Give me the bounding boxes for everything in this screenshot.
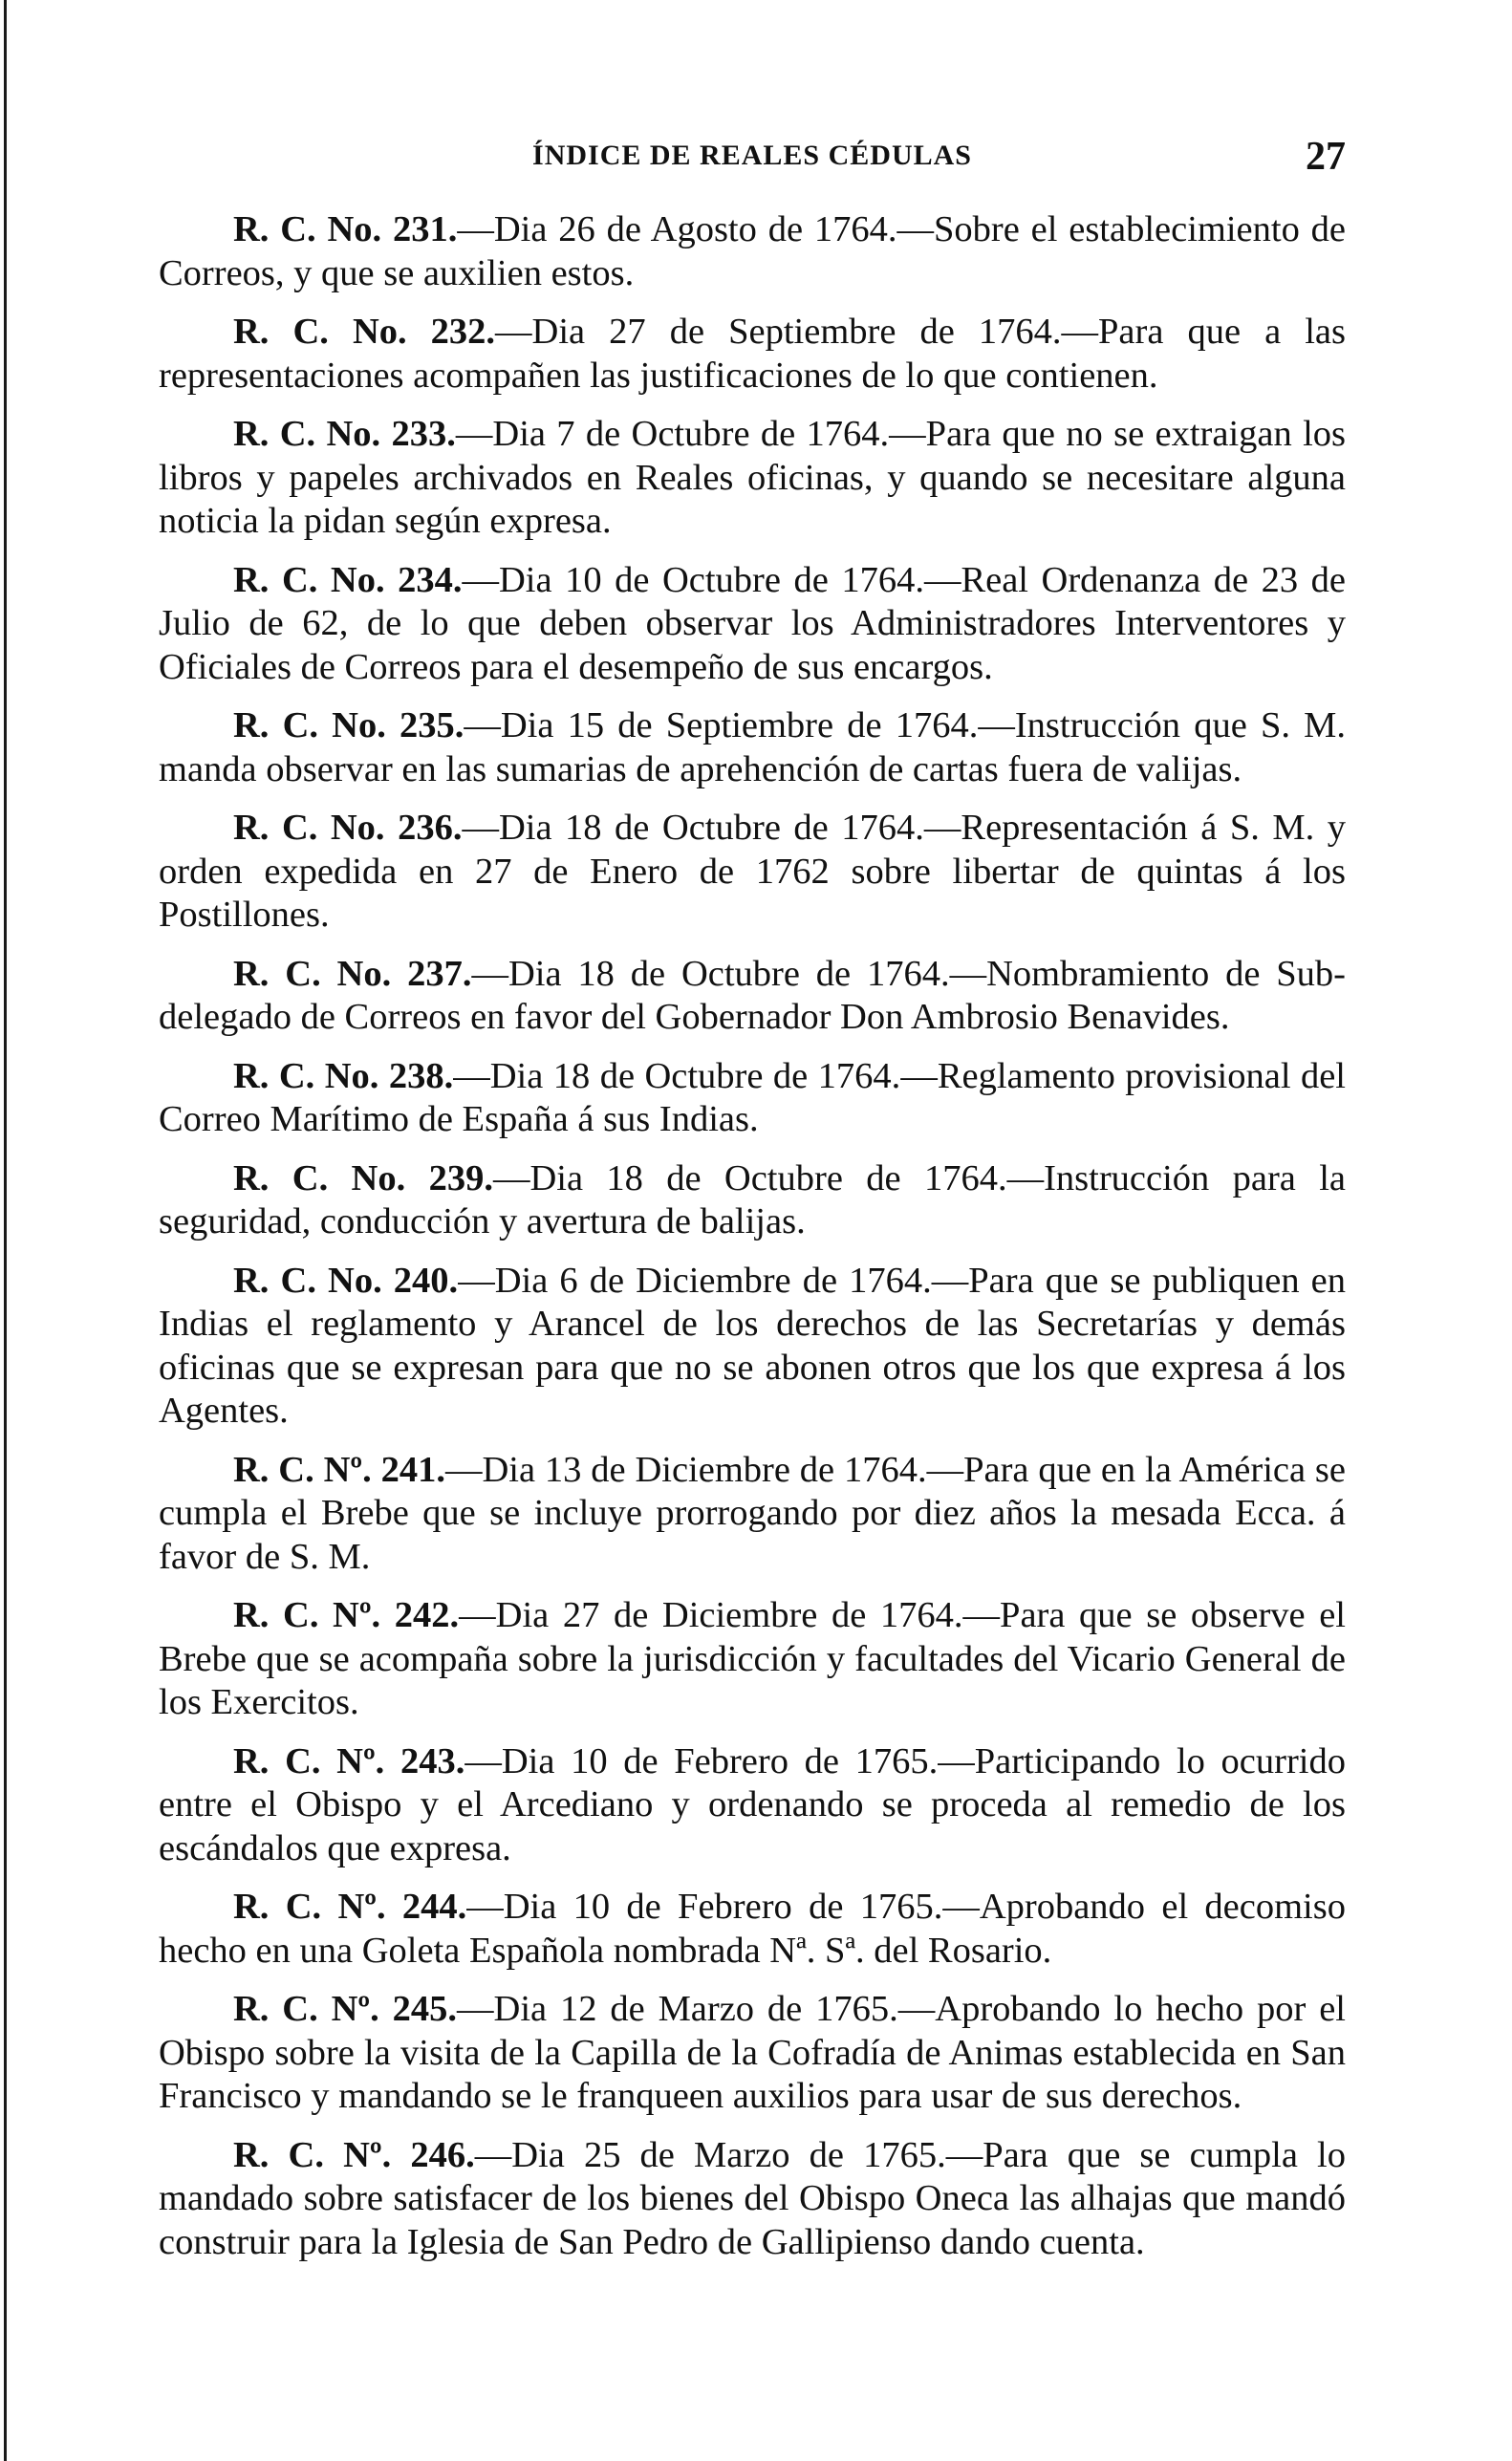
cedula-index-list [159,208,1346,2264]
page-number: 27 [1306,135,1346,179]
index-entry [159,1988,1346,2119]
index-entry [159,1157,1346,1244]
entry-date: —Dia 18 de Octubre de 1764. [471,953,950,994]
entry-date: —Dia 18 de Octubre de 1764. [453,1055,901,1096]
index-entry [159,1594,1346,1725]
entry-summary: —Instrucción que S. M. manda observar en las sumarias de aprehención de cartas fuera de valijas. [159,705,1346,789]
entry-date: —Dia 10 de Febrero de 1765. [466,1887,943,1927]
index-entry [159,1260,1346,1434]
running-head [159,134,1346,187]
entry-ref: R. C. No. 240. [233,1260,459,1301]
index-entry [159,704,1346,791]
entry-summary: —Representación á S. M. y orden expedida en 27 de Enero de 1762 sobre libertar de quintas á los Postillones. [159,808,1346,935]
entry-summary: —Real Ordenanza de 23 de Julio de 62, de lo que deben observar los Administradores Interventores y Oficiales de Correos para el desempeño de sus encargos. [159,559,1346,687]
entry-date: —Dia 26 de Agosto de 1764. [457,209,897,249]
entry-ref: R. C. No. 232. [233,312,496,352]
entry-ref: R. C. No. 236. [233,808,463,848]
entry-summary: —Para que a las representaciones acompañen las justificaciones de lo que contienen. [159,312,1346,396]
entry-date: —Dia 10 de Octubre de 1764. [462,559,924,600]
entry-ref: R. C. Nº. 246. [233,2134,475,2175]
entry-date: —Dia 18 de Octubre de 1764. [492,1157,1007,1198]
index-entry [159,1740,1346,1871]
entry-date: —Dia 25 de Marzo de 1765. [474,2134,946,2175]
entry-summary: —Aprobando el decomiso hecho en una Goleta Española nombrada Nª. Sª. del Rosario. [159,1887,1346,1971]
index-entry [159,559,1346,690]
entry-summary: —Para que se publiquen en Indias el reglamento y Arancel de los derechos de las Secretarías y demás oficinas que se expresan para que no se abonen otros que los que expresa á los Agentes. [159,1260,1346,1431]
entry-summary: —Para que se cumpla lo mandado sobre satisfacer de los bienes del Obispo Oneca las alhajas que mandó construir para la Iglesia de San Pedro de Gallipienso dando cuenta. [159,2134,1347,2262]
entry-summary: —Instrucción para la seguridad, conducción y avertura de balijas. [159,1157,1346,1241]
entry-date: —Dia 7 de Octubre de 1764. [455,414,890,454]
entry-date: —Dia 27 de Septiembre de 1764. [495,312,1062,352]
index-entry [159,953,1346,1040]
entry-date: —Dia 10 de Febrero de 1765. [464,1740,939,1781]
entry-date: —Dia 18 de Octubre de 1764. [462,808,924,848]
entry-date: —Dia 13 de Diciembre de 1764. [444,1449,927,1490]
index-entry [159,1886,1346,1973]
entry-ref: R. C. No. 231. [233,209,458,249]
entry-summary: —Para que en la América se cumpla el Brebe que se incluye prorrogando por diez años la mesada Ecca. á favor de S. M. [159,1449,1346,1577]
index-entry [159,208,1346,295]
entry-ref: R. C. Nº. 243. [233,1740,465,1781]
entry-date: —Dia 15 de Septiembre de 1764. [464,705,979,745]
page-edge-rule [4,0,7,2461]
index-entry [159,1449,1346,1580]
entry-date: —Dia 6 de Diciembre de 1764. [458,1260,932,1301]
entry-ref: R. C. No. 237. [233,953,472,994]
entry-ref: R. C. No. 234. [233,559,463,600]
entry-ref: R. C. Nº. 245. [233,1989,458,2029]
entry-summary: —Nombramiento de Sub-delegado de Correos en favor del Gobernador Don Ambrosio Benavides. [159,953,1346,1037]
entry-ref: R. C. No. 235. [233,705,464,745]
entry-ref: R. C. Nº. 244. [233,1887,467,1927]
index-entry [159,311,1346,398]
entry-ref: R. C. Nº. 242. [233,1595,460,1635]
index-entry [159,413,1346,544]
index-entry [159,2134,1346,2265]
entry-summary: —Sobre el establecimiento de Correos, y que se auxilien estos. [159,209,1346,293]
entry-ref: R. C. No. 239. [233,1157,493,1198]
entry-summary: —Reglamento provisional del Correo Marítimo de España á sus Indias. [159,1055,1346,1139]
entry-summary: —Para que no se extraigan los libros y papeles archivados en Reales oficinas, y quando se necesitare alguna noticia la pidan según expresa. [159,414,1346,541]
index-entry [159,807,1346,938]
page-title: ÍNDICE DE REALES CÉDULAS [532,140,972,171]
index-entry [159,1055,1346,1142]
entry-summary: —Para que se observe el Brebe que se acompaña sobre la jurisdicción y facultades del Vicario General de los Exercitos. [159,1595,1346,1722]
entry-date: —Dia 27 de Diciembre de 1764. [459,1595,963,1635]
entry-ref: R. C. No. 238. [233,1055,454,1096]
entry-ref: R. C. Nº. 241. [233,1449,445,1490]
entry-summary: —Aprobando lo hecho por el Obispo sobre la visita de la Capilla de la Cofradía de Animas establecida en San Francisco y mandando se le franqueen auxilios para usar de sus derechos. [159,1989,1346,2116]
book-page [159,134,1346,2279]
entry-date: —Dia 12 de Marzo de 1765. [457,1989,898,2029]
entry-summary: —Participando lo ocurrido entre el Obispo y el Arcediano y ordenando se proceda al remedio de los escándalos que expresa. [159,1740,1346,1868]
entry-ref: R. C. No. 233. [233,414,456,454]
